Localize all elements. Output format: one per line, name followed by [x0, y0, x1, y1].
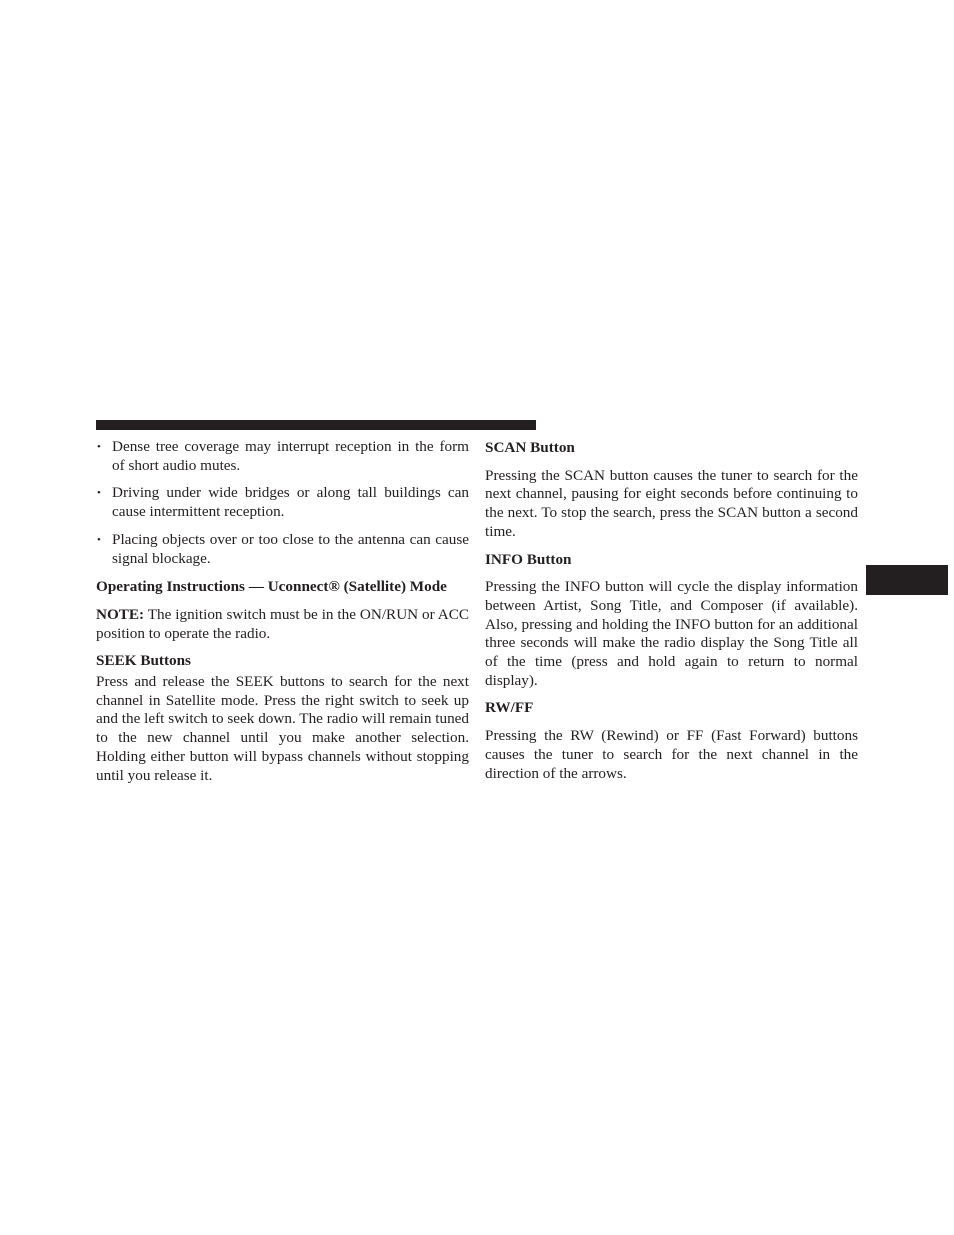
- bullet-text: Driving under wide bridges or along tall buildings can cause intermittent reception.: [112, 484, 469, 521]
- note-text: The ignition switch must be in the ON/RUN or ACC position to operate the radio.: [96, 605, 469, 642]
- scan-button-paragraph: Pressing the SCAN button causes the tuner to search for the next channel, pausing for eight seconds before continuing to the next. To stop the search, press the SCAN button a second time.: [485, 466, 858, 540]
- bullet-item: [96, 484, 469, 521]
- bullet-icon: •: [97, 441, 101, 453]
- right-column: [485, 438, 858, 783]
- scan-button-heading: SCAN Button: [485, 439, 575, 456]
- chapter-tab: [866, 565, 948, 595]
- seek-buttons-paragraph: Press and release the SEEK buttons to search for the next channel in Satellite mode. Press the right switch to seek up and the left switch to seek down. The radio will remain tuned to the new channel until you make another selection. Holding either button will bypass channels without stopping until you release it.: [96, 673, 469, 784]
- bullet-icon: •: [97, 533, 101, 546]
- bullet-item: [96, 531, 469, 568]
- rwff-paragraph: Pressing the RW (Rewind) or FF (Fast Forward) buttons causes the tuner to search for the next channel in the direction of the arrows.: [485, 727, 858, 782]
- bullet-text: Dense tree coverage may interrupt reception in the form of short audio mutes.: [112, 438, 469, 474]
- reception-bullet-list: [96, 438, 469, 568]
- bullet-text: Placing objects over or too close to the antenna can cause signal blockage.: [112, 530, 469, 567]
- rwff-heading: RW/FF: [485, 699, 534, 717]
- seek-buttons-heading: SEEK Buttons: [96, 652, 191, 670]
- bullet-icon: •: [97, 487, 101, 500]
- left-column: [96, 438, 469, 785]
- bullet-item: [96, 438, 469, 475]
- top-rule-bar: [96, 420, 536, 430]
- info-button-heading: INFO Button: [485, 550, 572, 568]
- operating-instructions-heading: Operating Instructions — Uconnect® (Satellite) Mode: [96, 578, 447, 596]
- note-label: NOTE:: [96, 605, 145, 623]
- note-paragraph: [96, 606, 469, 643]
- info-button-paragraph: Pressing the INFO button will cycle the display information between Artist, Song Title, and Composer (if available). Also, pressing and holding the INFO button for an additional three seconds will make the radio display the Song Title all of the time (press and hold again to return to normal display).: [485, 578, 858, 689]
